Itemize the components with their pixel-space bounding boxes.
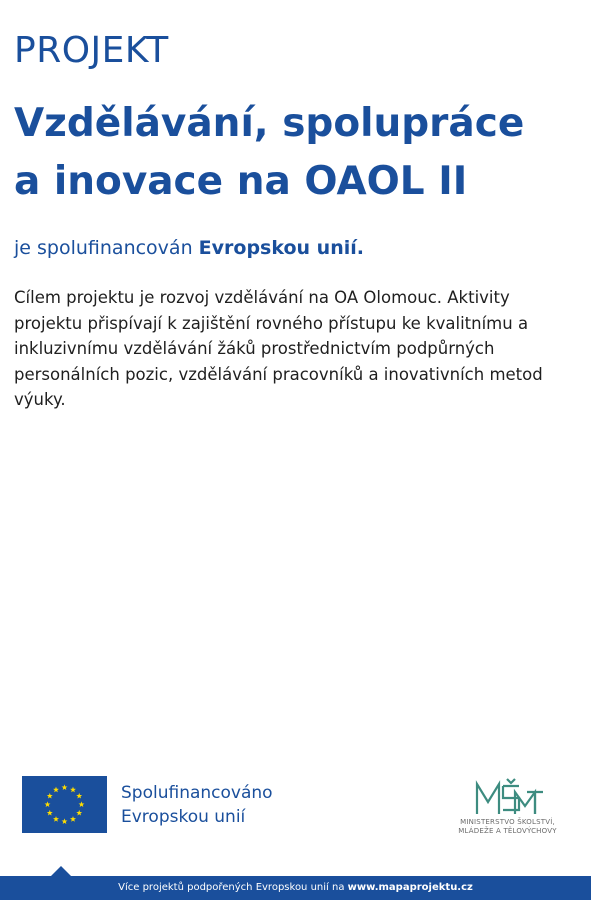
project-title-line-2: a inovace na OAOL II bbox=[14, 159, 468, 204]
ministry-name-line-1: MINISTERSTVO ŠKOLSTVÍ, bbox=[460, 818, 555, 826]
eu-logo-line-2: Evropskou unií bbox=[121, 807, 246, 827]
ministry-name bbox=[445, 818, 570, 836]
project-description: Cílem projektu je rozvoj vzdělávání na OA Olomouc. Aktivity projektu přispívají k zajištění rovného přístupu ke kvalitnímu a inkluzivnímu vzdělávání žáků prostřednictvím podpůrných personálních pozic, vzdělávání pracovníků a inovativních metod výuky. bbox=[14, 288, 543, 410]
footer-bar bbox=[0, 876, 591, 900]
footer-text: Více projektů podpořených Evropskou unií na bbox=[118, 882, 345, 893]
project-label: PROJEKT bbox=[14, 30, 169, 71]
footer-link[interactable]: www.mapaprojektu.cz bbox=[347, 882, 473, 893]
cofinance-statement bbox=[14, 237, 364, 259]
footer-notch bbox=[51, 866, 71, 876]
eu-flag-icon bbox=[22, 776, 107, 833]
cofinance-prefix: je spolufinancován bbox=[14, 237, 193, 259]
eu-logo-line-1: Spolufinancováno bbox=[121, 783, 273, 803]
cofinance-highlight: Evropskou unií. bbox=[198, 237, 364, 259]
project-title-line-1: Vzdělávání, spolupráce bbox=[14, 101, 525, 146]
project-title bbox=[14, 95, 584, 211]
ministry-logo bbox=[445, 776, 570, 836]
eu-logo-text bbox=[121, 781, 321, 829]
msmt-logo-icon bbox=[445, 776, 570, 818]
ministry-name-line-2: MLÁDEŽE A TĚLOVÝCHOVY bbox=[458, 827, 557, 835]
